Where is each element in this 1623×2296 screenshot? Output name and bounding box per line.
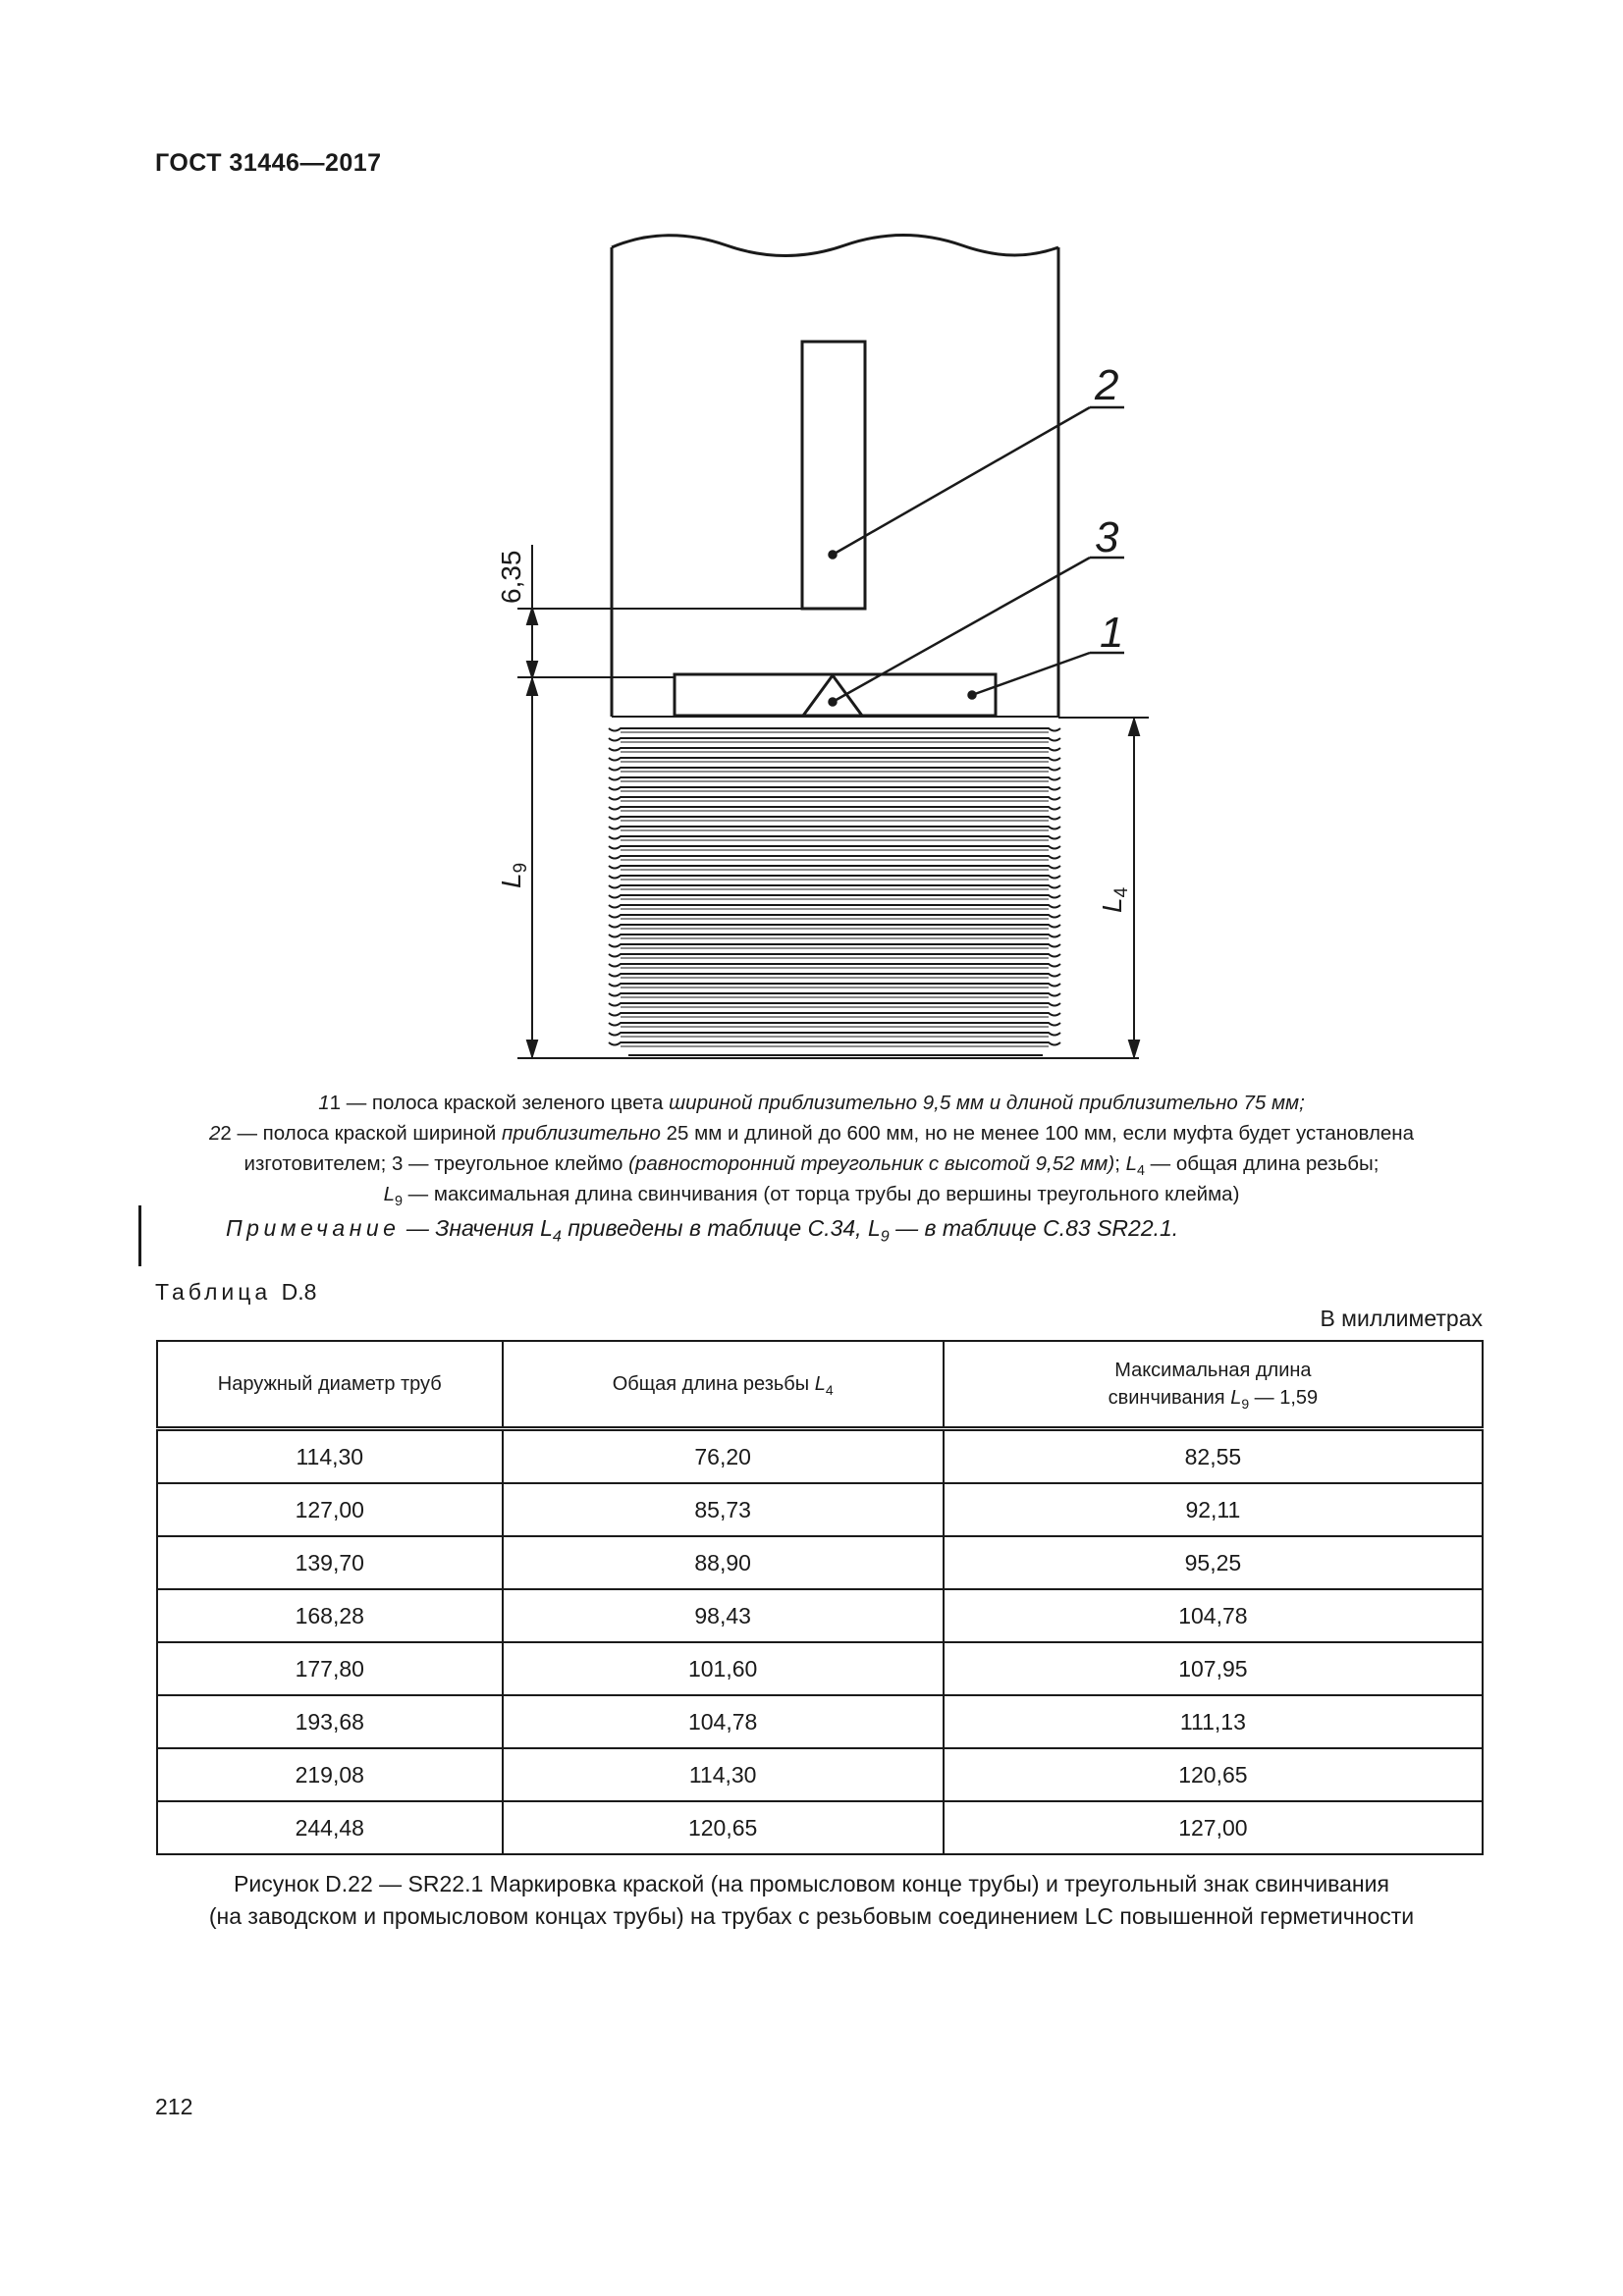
thread-groove bbox=[609, 895, 1060, 898]
thread-groove bbox=[609, 925, 1060, 928]
leader-3 bbox=[833, 558, 1090, 702]
thread-groove bbox=[609, 876, 1060, 879]
thread-groove bbox=[609, 797, 1060, 800]
thread-groove bbox=[609, 885, 1060, 888]
header-thread-length: Общая длина резьбы $L_4$ bbox=[503, 1341, 944, 1429]
thread-groove bbox=[609, 748, 1060, 751]
thread-groove bbox=[609, 1003, 1060, 1006]
table-row: 219,08 114,30 120,65 bbox=[157, 1748, 1483, 1801]
thread-groove bbox=[609, 817, 1060, 820]
thread-groove bbox=[609, 964, 1060, 967]
paint-stripe-2 bbox=[802, 342, 865, 609]
thread-groove bbox=[609, 1013, 1060, 1016]
table-row: 244,48 120,65 127,00 bbox=[157, 1801, 1483, 1854]
thread-groove bbox=[609, 807, 1060, 810]
table-row: 177,80 101,60 107,95 bbox=[157, 1642, 1483, 1695]
thread-groove bbox=[609, 954, 1060, 957]
table-row: 168,28 98,43 104,78 bbox=[157, 1589, 1483, 1642]
dim-6-35-label: 6,35 bbox=[496, 550, 526, 604]
thread-groove bbox=[609, 934, 1060, 937]
figure-note: Примечание — Значения $L_4$ приведены в таблице С.34, $L_9$ — в таблице С.83 SR22.1. bbox=[226, 1215, 1179, 1246]
callout-1: 1 bbox=[1100, 609, 1124, 657]
thread-groove bbox=[609, 1023, 1060, 1026]
change-bar bbox=[138, 1205, 141, 1266]
thread-groove bbox=[609, 905, 1060, 908]
thread-groove bbox=[609, 1033, 1060, 1036]
leader-2 bbox=[833, 407, 1090, 555]
table-row: 139,70 88,90 95,25 bbox=[157, 1536, 1483, 1589]
callout-3: 3 bbox=[1095, 513, 1119, 561]
document-header: ГОСТ 31446—2017 bbox=[155, 149, 382, 177]
table-row: 193,68 104,78 111,13 bbox=[157, 1695, 1483, 1748]
thread-groove bbox=[609, 856, 1060, 859]
header-max-makeup-length: Максимальная длина свинчивания $L_9$ — 1,59 bbox=[944, 1341, 1483, 1429]
thread-groove bbox=[609, 944, 1060, 947]
thread-groove bbox=[609, 915, 1060, 918]
header-outer-diameter: Наружный диаметр труб bbox=[157, 1341, 503, 1429]
thread-groove bbox=[609, 787, 1060, 790]
thread-groove bbox=[609, 866, 1060, 869]
thread-groove bbox=[609, 768, 1060, 771]
thread-groove bbox=[609, 974, 1060, 977]
figure-caption: Рисунок D.22 — SR22.1 Маркировка краской (на промысловом конце трубы) и треугольный знак свинчивания (на заводском и промысловом концах трубы) на трубах с резьбовым соединением LC повышенной герметичности bbox=[208, 1871, 1415, 1929]
data-table bbox=[156, 1340, 1484, 1855]
legend-line-1: 11 — полоса краской зеленого цвета шириной приблизительно 9,5 мм и длиной приблизительно 75 мм; bbox=[318, 1092, 1305, 1114]
legend-line-2: 22 — полоса краской шириной приблизительно 25 мм и длиной до 600 мм, но не менее 100 мм, если муфта будет установлена bbox=[208, 1122, 1415, 1145]
dim-L9-label: $L_9$ bbox=[496, 862, 531, 888]
callout-2: 2 bbox=[1095, 361, 1119, 409]
thread-groove bbox=[609, 728, 1060, 731]
table-caption: Таблица D.8 bbox=[155, 1279, 317, 1305]
thread-groove bbox=[609, 836, 1060, 839]
thread-groove bbox=[609, 738, 1060, 741]
dim-L4-label: $L_4$ bbox=[1097, 886, 1132, 913]
table-row: 114,30 76,20 82,55 bbox=[157, 1429, 1483, 1484]
legend-line-4: $L_9$ — максимальная длина свинчивания (от торца трубы до вершины треугольного клейма) bbox=[383, 1183, 1240, 1210]
thread-groove bbox=[609, 984, 1060, 987]
pipe-break-line bbox=[612, 236, 1058, 256]
thread-groove bbox=[609, 827, 1060, 829]
triangle-stamp bbox=[803, 675, 862, 716]
thread-groove bbox=[609, 846, 1060, 849]
figure-legend bbox=[118, 1088, 1505, 1209]
table-row: 127,00 85,73 92,11 bbox=[157, 1483, 1483, 1536]
table-header-row bbox=[157, 1341, 1483, 1429]
threaded-section bbox=[609, 717, 1060, 1055]
thread-groove bbox=[609, 1042, 1060, 1045]
legend-line-3: изготовителем; 3 — треугольное клеймо (равносторонний треугольник с высотой 9,52 мм); $L_4$ — общая длина резьбы; bbox=[243, 1152, 1380, 1180]
thread-groove bbox=[609, 777, 1060, 780]
thread-groove bbox=[609, 758, 1060, 761]
page-number: 212 bbox=[155, 2094, 193, 2119]
pipe-marking-drawing bbox=[0, 0, 1623, 1090]
table-units: В миллиметрах bbox=[1320, 1306, 1483, 1331]
thread-groove bbox=[609, 993, 1060, 996]
